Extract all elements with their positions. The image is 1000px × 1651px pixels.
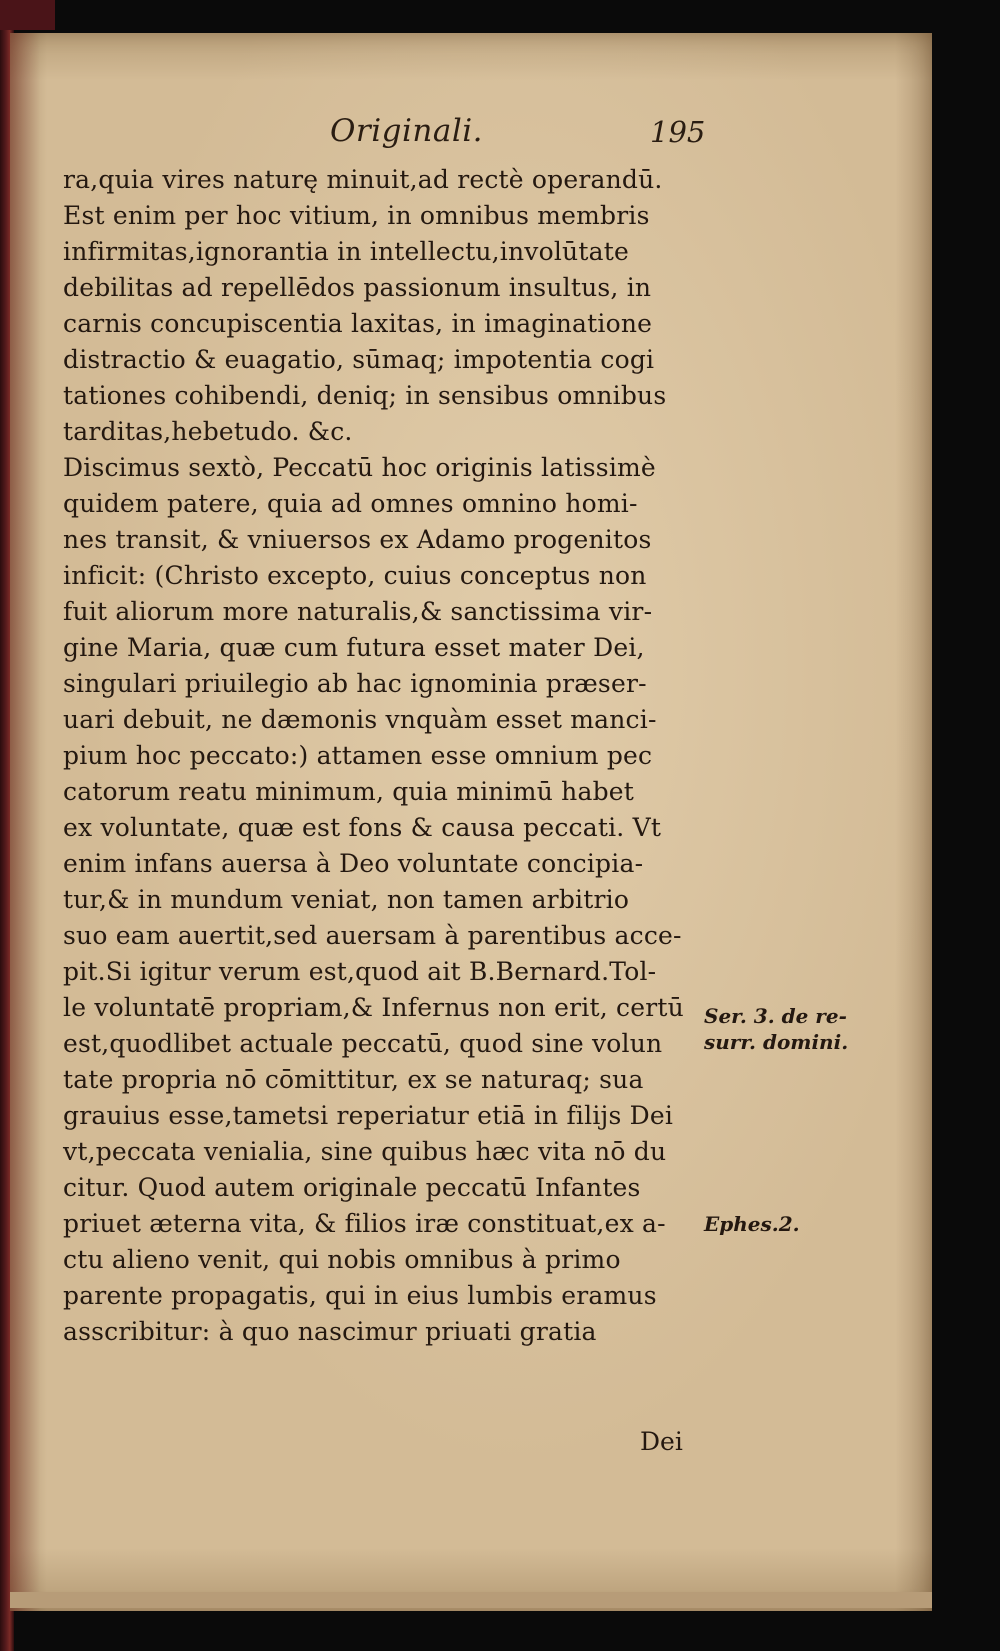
text-line: pium hoc peccato:) attamen esse omnium pec [63, 741, 653, 770]
binding-edge [0, 0, 55, 30]
page-gutter-shadow [10, 33, 40, 1611]
page-number: 195 [650, 115, 706, 149]
text-line: tationes cohibendi, deniq; in sensibus omnibus [63, 381, 667, 410]
text-line: Discimus sextò, Peccatū hoc originis latissimè [63, 453, 656, 482]
text-line: ex voluntate, quæ est fons & causa peccati. Vt [63, 813, 662, 842]
text-line: catorum reatu minimum, quia minimū habet [63, 777, 635, 806]
text-line: vt,peccata venialia, sine quibus hæc vita nō du [63, 1137, 667, 1166]
text-line: ctu alieno venit, qui nobis omnibus à primo [63, 1245, 621, 1274]
margin-note: Ephes.2. [704, 1212, 800, 1236]
text-line: nes transit, & vniuersos ex Adamo progenitos [63, 525, 652, 554]
text-line: suo eam auertit,sed auersam à parentibus acce- [63, 921, 682, 950]
text-line: inficit: (Christo excepto, cuius conceptus non [63, 561, 647, 590]
text-line: Est enim per hoc vitium, in omnibus membris [63, 201, 650, 230]
margin-note: Ser. 3. de re- [704, 1004, 847, 1028]
text-line: distractio & euagatio, sūmaq; impotentia cogi [63, 345, 655, 374]
text-line: tate propria nō cōmittitur, ex se naturaq; sua [63, 1065, 644, 1094]
text-line: le voluntatē propriam,& Infernus non erit, certū [63, 993, 684, 1022]
text-line: grauius esse,tametsi reperiatur etiā in filijs Dei [63, 1101, 674, 1130]
text-line: priuet æterna vita, & filios iræ constituat,ex a- [63, 1209, 666, 1238]
catchword: Dei [640, 1427, 683, 1456]
text-line: pit.Si igitur verum est,quod ait B.Bernard.Tol- [63, 957, 657, 986]
text-line: gine Maria, quæ cum futura esset mater Dei, [63, 633, 645, 662]
text-line: infirmitas,ignorantia in intellectu,involūtate [63, 237, 629, 266]
text-line: parente propagatis, qui in eius lumbis eramus [63, 1281, 657, 1310]
text-line: est,quodlibet actuale peccatū, quod sine volun [63, 1029, 663, 1058]
text-line: fuit aliorum more naturalis,& sanctissima vir- [63, 597, 653, 626]
text-line: tarditas,hebetudo. &c. [63, 417, 353, 446]
text-line: tur,& in mundum veniat, non tamen arbitrio [63, 885, 630, 914]
text-line: asscribitur: à quo nascimur priuati gratia [63, 1317, 597, 1346]
text-line: quidem patere, quia ad omnes omnino homi- [63, 489, 638, 518]
text-line: singulari priuilegio ab hac ignominia præser- [63, 669, 647, 698]
text-line: carnis concupiscentia laxitas, in imaginatione [63, 309, 653, 338]
text-line: citur. Quod autem originale peccatū Infantes [63, 1173, 641, 1202]
margin-note: surr. domini. [704, 1030, 849, 1054]
page-header [0, 113, 1000, 153]
text-line: uari debuit, ne dæmonis vnquàm esset manci- [63, 705, 657, 734]
running-head: Originali. [330, 113, 484, 149]
text-line: ra,quia vires naturę minuit,ad rectè operandū. [63, 165, 663, 194]
text-line: enim infans auersa à Deo voluntate concipia- [63, 849, 644, 878]
page-bottom-edge [10, 1592, 932, 1608]
text-line: debilitas ad repellēdos passionum insultus, in [63, 273, 652, 302]
